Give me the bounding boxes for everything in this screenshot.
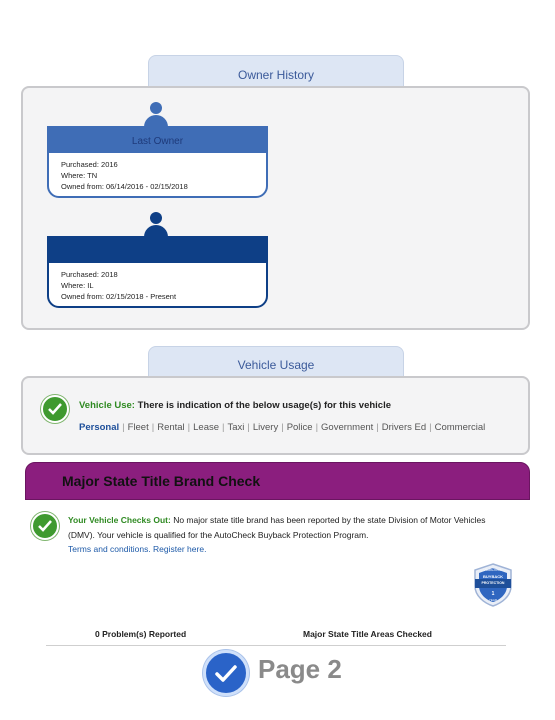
vehicle-use-label: Vehicle Use: <box>79 400 135 411</box>
usage-type-police: Police <box>286 422 313 433</box>
badge-brand: AutoCheck <box>484 568 502 572</box>
divider <box>46 645 506 646</box>
owner-where: Where: TN <box>61 171 98 180</box>
owner-purchased: Purchased: 2016 <box>61 160 118 169</box>
owner-card-1 <box>47 126 268 198</box>
usage-type-lease: Lease <box>193 422 220 433</box>
vehicle-usage-panel <box>21 376 530 455</box>
owner-owned-from: Owned from: 06/14/2016 - 02/15/2018 <box>61 182 188 191</box>
tab-vehicle-usage[interactable]: Vehicle Usage <box>148 346 404 378</box>
owner-card-title: Last Owner <box>49 128 266 153</box>
page-number-label: Page 2 <box>258 654 342 684</box>
usage-type-commercial: Commercial <box>434 422 486 433</box>
owner-purchased: Purchased: 2018 <box>61 270 118 279</box>
checks-out-label: Your Vehicle Checks Out: <box>68 515 171 525</box>
areas-checked: Major State Title Areas Checked <box>303 629 432 639</box>
title-brand-header <box>25 462 530 500</box>
owner-card-2 <box>47 236 268 308</box>
badge-line4: YEAR <box>488 598 498 602</box>
usage-type-personal: Personal <box>79 422 120 433</box>
owner-card-title <box>49 238 266 263</box>
badge-line3: 1 <box>491 591 495 597</box>
check-icon <box>31 512 59 540</box>
person-icon <box>144 102 168 128</box>
vehicle-use-text: There is indication of the below usage(s) for this vehicle <box>137 400 392 411</box>
badge-line2: PROTECTION <box>481 581 505 585</box>
tab-owner-history[interactable]: Owner History <box>148 55 404 89</box>
owner-owned-from: Owned from: 02/15/2018 - Present <box>61 292 177 301</box>
title-brand-message <box>68 513 498 557</box>
owner-where: Where: IL <box>61 281 94 290</box>
problems-reported: 0 Problem(s) Reported <box>95 629 187 639</box>
usage-type-drivers-ed: Drivers Ed <box>381 422 427 433</box>
page-check-icon <box>203 650 249 696</box>
buyback-protection-badge-icon <box>471 562 515 608</box>
usage-type-livery: Livery <box>252 422 279 433</box>
owner-history-panel <box>21 86 530 330</box>
terms-register-link[interactable]: Terms and conditions. Register here. <box>68 544 207 554</box>
badge-line1: BUYBACK <box>483 574 503 579</box>
check-icon <box>41 395 69 423</box>
usage-types-list: Personal | Fleet | Rental | Lease | Taxi | Livery | Police | Government | Drivers Ed | Commercial <box>79 422 486 433</box>
checks-out-text: No major state title brand has been reported by the state Division of Motor Vehicles (DMV). Your vehicle is qualified for the AutoCheck Buyback Protection Program. <box>68 515 486 540</box>
usage-type-rental: Rental <box>157 422 185 433</box>
usage-type-taxi: Taxi <box>227 422 245 433</box>
title-brand-heading: Major State Title Brand Check <box>62 473 261 489</box>
usage-type-fleet: Fleet <box>127 422 149 433</box>
vehicle-use-statement <box>79 400 391 411</box>
person-icon <box>144 212 168 238</box>
usage-type-government: Government <box>321 422 374 433</box>
